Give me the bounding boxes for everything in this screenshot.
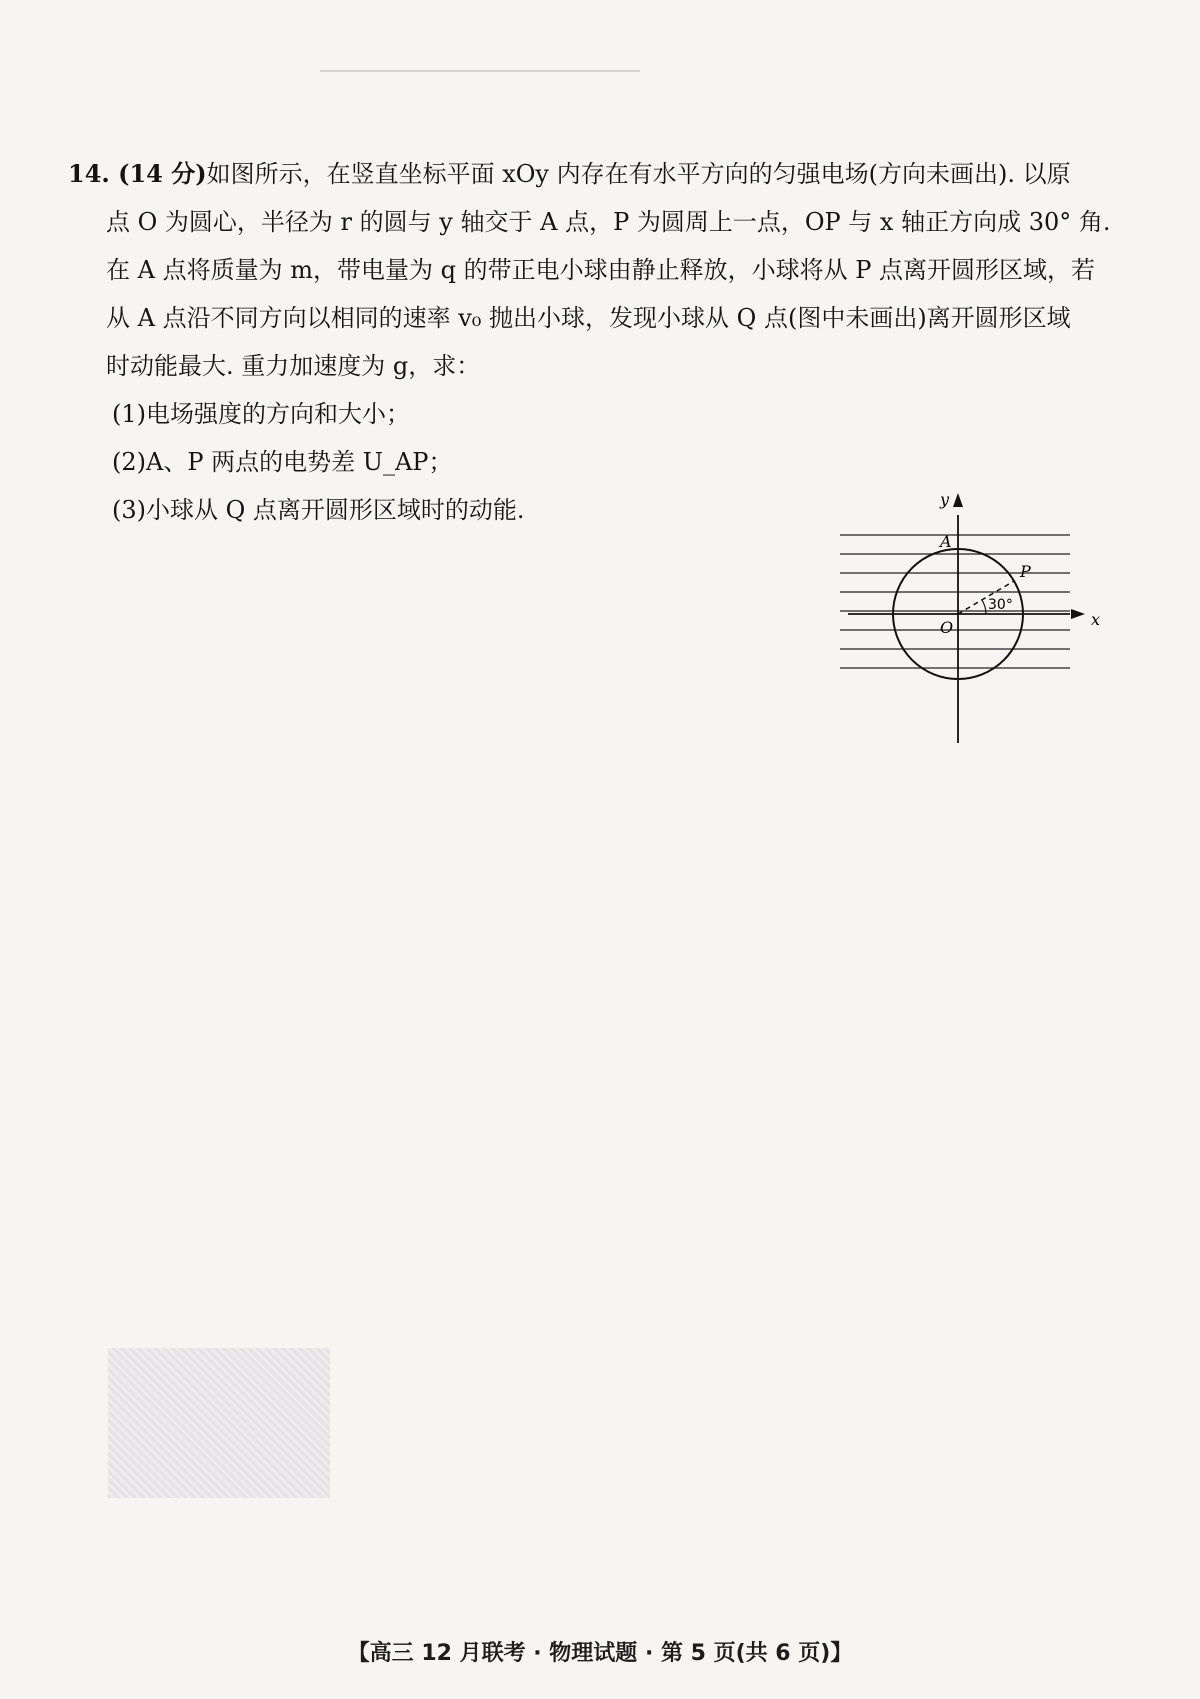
field-lines	[840, 535, 1070, 668]
label-x: x	[1091, 610, 1101, 629]
sub-question-1: (1)电场强度的方向和大小；	[112, 400, 410, 428]
question-intro-3: 在 A 点将质量为 m，带电量为 q 的带正电小球由静止释放，小球将从 P 点离开圆形区域，若	[106, 256, 1096, 284]
label-A: A	[940, 532, 952, 551]
label-angle: 30°	[988, 597, 1013, 613]
page-footer: 【高三 12 月联考 · 物理试题 · 第 5 页(共 6 页)】	[347, 1641, 853, 1666]
sub-question-2: (2)A、P 两点的电势差 U_AP；	[112, 448, 453, 476]
label-O: O	[940, 618, 954, 637]
top-divider	[320, 70, 640, 72]
label-P: P	[1020, 562, 1031, 581]
question-intro-2: 点 O 为圆心，半径为 r 的圆与 y 轴交于 A 点，P 为圆周上一点，OP 与 x 轴正方向成 30° 角.	[106, 208, 1111, 236]
question-intro-4: 从 A 点沿不同方向以相同的速率 v₀ 抛出小球，发现小球从 Q 点(图中未画出)离开圆形区域	[106, 304, 1071, 332]
question-number: 14. (14 分)	[68, 159, 207, 188]
angle-arc	[982, 600, 986, 614]
label-y: y	[940, 490, 950, 509]
bleed-through-figure	[108, 1348, 330, 1498]
sub-question-3: (3)小球从 Q 点离开圆形区域时的动能.	[112, 496, 525, 524]
question-14	[68, 150, 1118, 534]
question-intro-1: 如图所示，在竖直坐标平面 xOy 内存在有水平方向的匀强电场(方向未画出). 以原	[206, 160, 1071, 188]
question-intro-5: 时动能最大. 重力加速度为 g，求：	[106, 352, 481, 380]
x-axis-arrow	[1071, 609, 1085, 619]
question-line-1	[68, 150, 1118, 198]
field-circle-diagram	[840, 490, 1101, 750]
